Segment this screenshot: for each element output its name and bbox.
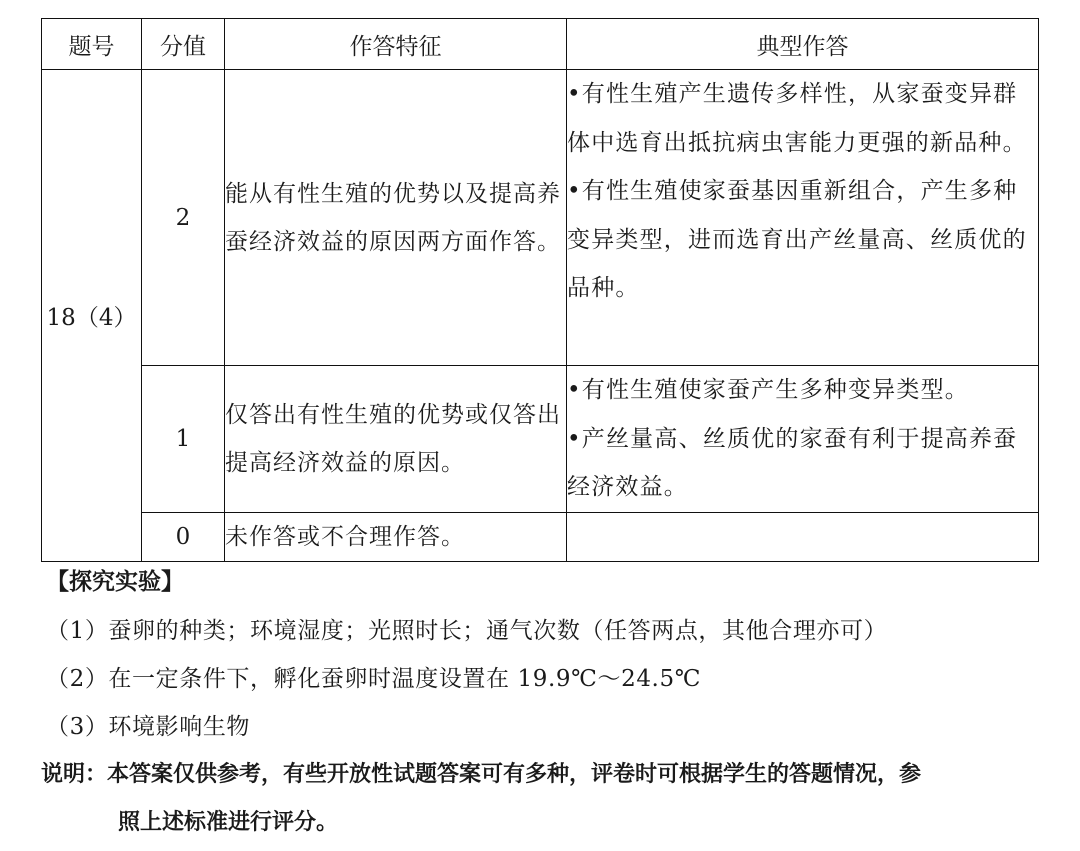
typical-answer-cell (567, 70, 1039, 366)
section-item: （2）在一定条件下，孵化蚕卵时温度设置在 19.9℃～24.5℃ (46, 666, 702, 692)
feature-text: 未作答或不合理作答。 (225, 523, 465, 550)
typical-answer-item: •产丝量高、丝质优的家蚕有利于提高养蚕经济效益。 (567, 425, 1018, 500)
header-answer-feature: 作答特征 (225, 19, 567, 70)
section-item: （1）蚕卵的种类；环境湿度；光照时长；通气次数（任答两点，其他合理亦可） (46, 618, 888, 644)
section-item: （3）环境影响生物 (46, 714, 251, 740)
table-row (42, 70, 1039, 366)
note-line: 照上述标准进行评分。 (118, 810, 339, 835)
typical-answer-item: •有性生殖使家蚕产生多种变异类型。 (567, 377, 969, 403)
feature-text: 能从有性生殖的优势以及提高养蚕经济效益的原因两方面作答。 (225, 180, 561, 255)
score-cell: 2 (142, 70, 225, 366)
feature-cell (225, 70, 567, 366)
question-number-cell: 18（4） (42, 70, 142, 562)
feature-cell (225, 512, 567, 561)
typical-answer-item: •有性生殖产生遗传多样性，从家蚕变异群体中选育出抵抗病虫害能力更强的新品种。 (567, 81, 1027, 156)
feature-text: 仅答出有性生殖的优势或仅答出提高经济效益的原因。 (225, 401, 561, 476)
section-title: 【探究实验】 (46, 569, 184, 595)
feature-cell (225, 366, 567, 513)
table-row (42, 366, 1039, 513)
header-score: 分值 (142, 19, 225, 70)
typical-answer-item: •有性生殖使家蚕基因重新组合，产生多种变异类型，进而选育出产丝量高、丝质优的品种。 (567, 178, 1027, 301)
scoring-rubric-table (41, 18, 1039, 562)
header-question-number: 题号 (42, 19, 142, 70)
typical-answer-cell (567, 366, 1039, 513)
typical-answer-cell-empty (567, 512, 1039, 561)
score-cell: 1 (142, 366, 225, 513)
note-line: 说明：本答案仅供参考，有些开放性试题答案可有多种，评卷时可根据学生的答题情况，参 (41, 762, 922, 787)
score-cell: 0 (142, 512, 225, 561)
header-typical-answer: 典型作答 (567, 19, 1039, 70)
table-header-row (42, 19, 1039, 70)
table-row (42, 512, 1039, 561)
